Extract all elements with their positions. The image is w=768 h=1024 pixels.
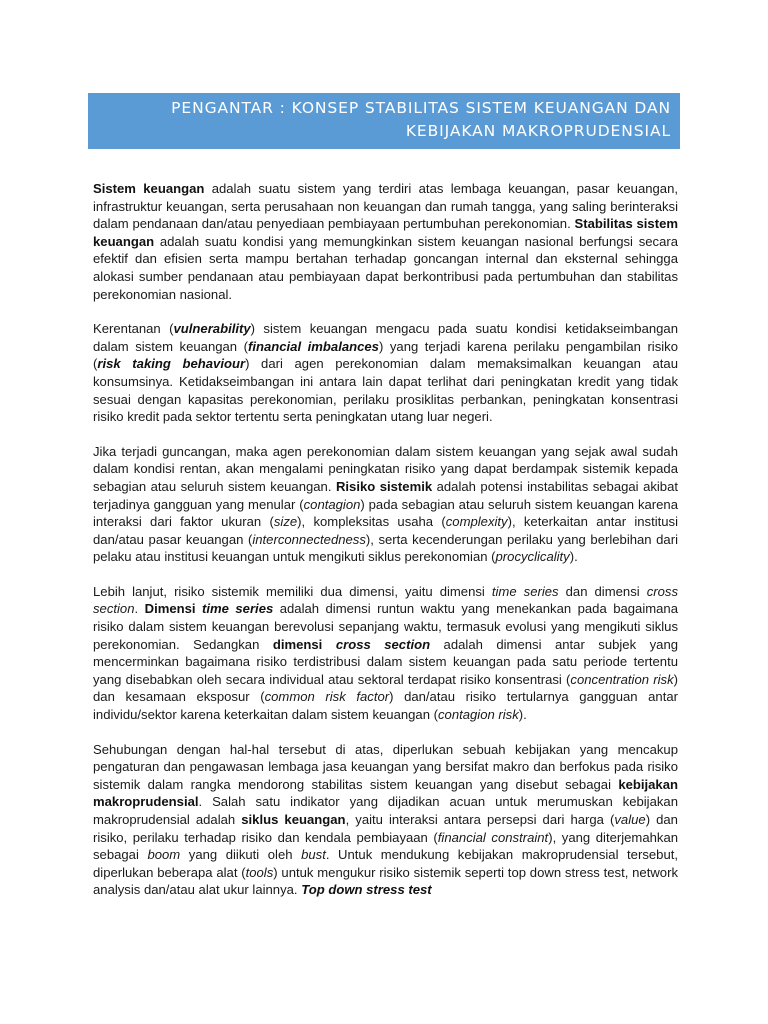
text-run: ) untuk mengukur risiko sistemik seperti top down stress test, network analysis dan/atau alat ukur lainnya. [93, 864, 678, 898]
bold-term: Sistem keuangan [93, 181, 205, 196]
paragraph [93, 320, 678, 426]
text-run: , yaitu interaksi antara persepsi dari harga ( [345, 812, 615, 827]
text-run: . Untuk mendukung kebijakan makroprudensial tersebut, diperlukan beberapa alat ( [93, 847, 678, 880]
text-run: ) dan kesamaan eksposur ( [93, 671, 678, 705]
bold-term: Stabilitas sistem keuangan [93, 216, 679, 249]
text-run: ) dan/atau risiko tertularnya gangguan antar individu/sektor karena keterkaitan dalam sistem keuangan ( [93, 689, 678, 723]
bold-italic-term: vulnerability [173, 321, 251, 337]
text-run: . Salah satu indikator yang dijadikan acuan untuk merumuskan kebijakan makroprudensial adalah [93, 794, 678, 827]
italic-term: contagion [303, 496, 361, 512]
italic-term: bust [301, 847, 326, 863]
text-run: ) dari agen perekonomian dalam memaksimalkan keuangan atau konsumsinya. Ketidakseimbangan ini antara lain dapat terlihat dari peningkatan kredit yang tidak sesuai dengan kapasitas perekonomian, perilaku prosiklitas perbankan, peningkatan konsentrasi risiko kredit pada sektor tertentu serta peningkatan utang luar negeri. [93, 356, 678, 425]
italic-term: cross section [93, 583, 678, 617]
text-run: adalah suatu kondisi yang memungkinkan sistem keuangan nasional berfungsi secara efektif dan efisien serta mampu bertahan terhadap goncangan internal dan eksternal sehingga alokasi sumber pendanaan atau pembiayaan dapat berkontribusi pada pertumbuhan dan stabilitas perekonomian nasional. [93, 233, 678, 302]
italic-term: size [273, 514, 298, 530]
italic-term: value [614, 812, 646, 827]
text-run: ) sistem keuangan mengacu pada suatu kondisi ketidakseimbangan dalam sistem keuangan ( [93, 321, 678, 354]
italic-term: complexity [445, 514, 508, 530]
italic-term: interconnectedness [252, 531, 366, 547]
text-run: . [134, 601, 145, 617]
bold-term: Risiko sistemik [335, 478, 433, 494]
text-run: ), kompleksitas usaha ( [297, 514, 446, 530]
text-run: Lebih lanjut, risiko sistemik memiliki dua dimensi, yaitu dimensi [93, 583, 492, 599]
text-run: ). [518, 707, 527, 723]
italic-term: contagion risk [437, 707, 519, 723]
bold-italic-term: risk taking behaviour [97, 356, 246, 372]
text-run: adalah dimensi runtun waktu yang menekankan pada bagaimana risiko dalam sistem keuangan berevolusi sepanjang waktu, termasuk evolusi yang mengikuti siklus perekonomian. Sedangkan [93, 601, 678, 652]
text-run: ), keterkaitan antar institusi dan/atau pasar keuangan ( [93, 514, 678, 547]
bold-term: siklus keuangan [241, 812, 346, 827]
italic-term: financial constraint [437, 829, 549, 845]
text-run: ) pada sebagian atau seluruh sistem keuangan karena interaksi dari faktor ukuran ( [93, 496, 678, 530]
text-run: Sehubungan dengan hal-hal tersebut di atas, diperlukan sebuah kebijakan yang mencakup pengaturan dan pengawasan lembaga jasa keuangan yang bersifat makro dan berfokus pada risiko sistemik dalam rangka mendorong stabilitas sistem keuangan yang disebut sebagai [93, 741, 678, 792]
bold-term: kebijakan makroprudensial [93, 776, 678, 810]
section-title-line-2: KEBIJAKAN MAKROPRUDENSIAL [405, 122, 671, 140]
italic-term: concentration risk [570, 671, 674, 687]
text-run: ), serta kecenderungan perilaku yang berlebihan dari pelaku atau institusi keuangan untuk mengikuti siklus perekonomian ( [93, 531, 678, 565]
text-run: adalah dimensi antar subjek yang mencerminkan bagaimana risiko terdistribusi dalam sistem keuangan pada satu periode tertentu yang disebabkan oleh secara individual atau sektoral terdapat risiko konsentrasi ( [93, 636, 679, 687]
section-title-line-1: PENGANTAR : KONSEP STABILITAS SISTEM KEUANGAN DAN [171, 99, 671, 117]
paragraph [93, 741, 678, 899]
text-run: ) dan risiko, perilaku terhadap risiko dan kendala pembiayaan ( [93, 812, 678, 845]
italic-term: time series [491, 583, 559, 599]
paragraph [93, 180, 678, 303]
bold-term: Dimensi [144, 601, 203, 617]
italic-term: boom [147, 847, 181, 863]
text-run: Jika terjadi guncangan, maka agen perekonomian dalam sistem keuangan yang sejak awal sudah dalam kondisi rentan, akan mengalami peningkatan risiko yang dapat berdampak sistemik kepada sebagian atau seluruh sistem keuangan. [93, 443, 678, 494]
text-run: ), yang diterjemahkan sebagai [93, 829, 679, 863]
text-run: dan dimensi [558, 583, 647, 599]
bold-italic-term: financial imbalances [247, 338, 379, 354]
text-run: yang diikuti oleh [180, 847, 302, 863]
text-run: adalah suatu sistem yang terdiri atas lembaga keuangan, pasar keuangan, infrastruktur keuangan, serta perusahaan non keuangan dan rumah tangga, yang saling berinteraksi dalam pendanaan dan/atau penyediaan pembiayaan pertumbuhan perekonomian. [93, 181, 678, 232]
text-run: ). [569, 549, 578, 565]
bold-italic-term: cross section [335, 636, 431, 652]
paragraph [93, 583, 678, 724]
italic-term: procyclicality [495, 549, 570, 565]
text-run: adalah potensi instabilitas sebagai akibat terjadinya gangguan yang menular ( [93, 478, 679, 512]
section-title-banner [88, 93, 680, 149]
paragraph [93, 443, 678, 566]
bold-term: dimensi [272, 636, 336, 652]
italic-term: tools [245, 864, 274, 880]
text-run: Kerentanan ( [93, 321, 174, 337]
document-body [93, 180, 678, 916]
bold-italic-term: time series [202, 601, 274, 617]
text-run: ) yang terjadi karena perilaku pengambilan risiko ( [93, 338, 679, 372]
italic-term: common risk factor [264, 689, 390, 705]
bold-italic-term: Top down stress test [301, 882, 432, 898]
